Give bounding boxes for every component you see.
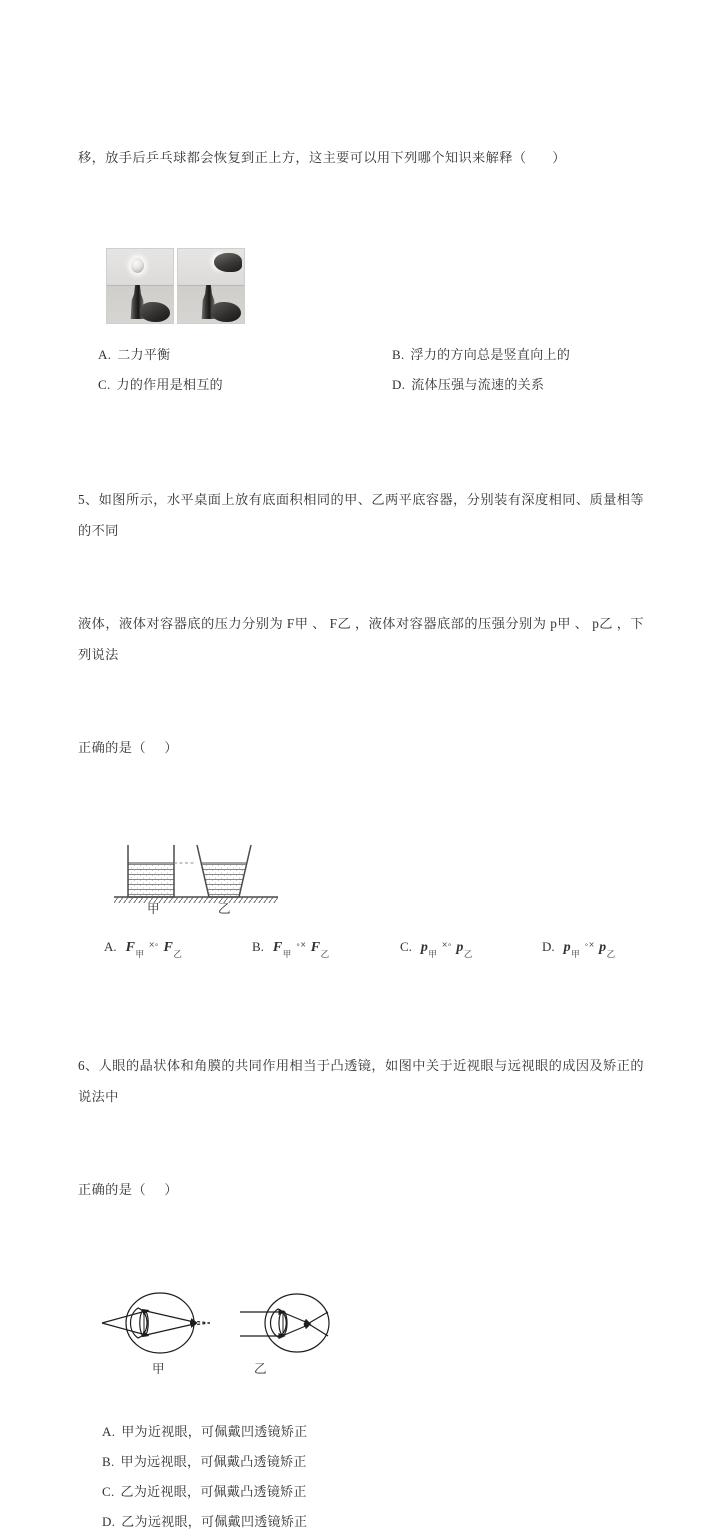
question-6-options — [78, 1417, 644, 1537]
option-b-text: 甲为远视眼，可佩戴凸透镜矫正 — [120, 1453, 307, 1469]
option-a-relation-symbol: ×∘ — [148, 940, 159, 949]
option-d-right-symbol: $p_乙$ — [599, 940, 616, 959]
option-b-left-symbol: $F_甲$ — [272, 940, 292, 959]
eye-label-yi: 乙 — [254, 1361, 267, 1376]
option-c-label: C. — [400, 939, 412, 954]
container-label-jia: 甲 — [147, 902, 160, 916]
hand-icon — [140, 302, 170, 322]
option-a-text: 二力平衡 — [117, 347, 171, 362]
refracted-ray-jia-upper — [146, 1311, 194, 1322]
question-6-option-row-c — [102, 1477, 644, 1507]
ping-pong-ball-icon — [131, 258, 144, 273]
option-d-text: 乙为远视眼，可佩戴凹透镜矫正 — [121, 1513, 308, 1529]
option-a-label: A. — [102, 1423, 116, 1439]
ping-pong-ball-photos — [78, 248, 644, 324]
option-a-label: A. — [104, 939, 117, 954]
question-6-option-c[interactable] — [102, 1477, 307, 1507]
question-4-option-row-1 — [78, 340, 644, 370]
photo-left — [106, 248, 174, 324]
option-a-left-subscript: 甲 — [135, 948, 144, 959]
option-b-right-subscript: 乙 — [320, 948, 330, 959]
question-6-stem-line-2: 正确的是（ ） — [78, 1181, 179, 1197]
refracted-ray-jia-lower — [146, 1324, 194, 1335]
eyeball-jia-outline — [126, 1293, 194, 1353]
option-d-right-subscript: 乙 — [606, 948, 616, 959]
question-4-option-c[interactable] — [78, 370, 392, 400]
page-content — [78, 0, 644, 1537]
question-5-stem-line-1: 5、如图所示，水平桌面上放有底面积相同的甲、乙两平底容器，分别装有深度相同、质量相等的不同 — [78, 492, 644, 538]
eyes-svg — [98, 1281, 348, 1373]
option-d-left-symbol: $p_甲$ — [563, 940, 580, 959]
option-b-right-symbol: $F_乙$ — [310, 940, 330, 959]
option-a-right-subscript: 乙 — [173, 948, 182, 959]
option-d-left-subscript: 甲 — [571, 948, 580, 959]
option-d-label: D. — [542, 939, 555, 954]
option-c-label: C. — [102, 1483, 115, 1499]
table-hatching — [114, 897, 278, 903]
hand-icon — [211, 302, 241, 322]
eyeball-yi-outline — [265, 1294, 329, 1352]
option-c-left-subscript: 甲 — [428, 948, 437, 959]
top-margin — [78, 0, 644, 80]
question-5-stem-line-2: 液体，液体对容器底的压力分别为 F甲 、 F乙 ，液体对容器底部的压强分别为 p甲 、 p乙 ，下列说法 — [78, 616, 644, 662]
wall-seam-line — [178, 285, 244, 286]
option-a-left-symbol: $F_甲$ — [125, 940, 144, 959]
eye-jia — [126, 1293, 194, 1353]
option-c-relation-symbol: ×∘ — [441, 940, 452, 949]
container-jia — [128, 845, 174, 897]
eye-yi — [265, 1294, 329, 1352]
option-b-label: B. — [252, 939, 264, 954]
option-a-label: A. — [98, 347, 112, 362]
container-label-yi: 乙 — [218, 902, 231, 916]
question-6-option-row-b — [102, 1447, 644, 1477]
option-d-label: D. — [392, 377, 406, 392]
option-b-relation-symbol: ∘× — [295, 940, 306, 949]
question-6-stem — [78, 988, 644, 1267]
option-c-right-symbol: $p_乙$ — [456, 940, 473, 959]
question-5-stem — [78, 422, 644, 825]
question-4-option-row-2 — [78, 370, 644, 400]
question-6-stem-line-1: 6、人眼的晶状体和角膜的共同作用相当于凸透镜，如图中关于近视眼与远视眼的成因及矫正的说法中 — [78, 1057, 644, 1104]
question-5-option-d[interactable] — [542, 933, 670, 966]
virtual-focus-line-jia-lower — [192, 1323, 210, 1325]
option-c-left-symbol: $p_甲$ — [420, 940, 437, 959]
option-d-label: D. — [102, 1513, 116, 1529]
question-6-option-row-d — [102, 1507, 644, 1537]
question-5-option-b[interactable] — [252, 933, 400, 966]
option-b-label: B. — [392, 347, 405, 362]
liquid-jia — [128, 863, 174, 897]
question-4-stem-line-1: 移，放手后乒乓球都会恢复到正上方，这主要可以用下列哪个知识来解释（ ） — [78, 150, 566, 165]
question-4-option-a[interactable] — [78, 340, 392, 370]
virtual-focus-line-jia-upper — [192, 1321, 210, 1323]
question-5-option-row — [78, 933, 644, 966]
question-4-option-d[interactable] — [392, 370, 544, 400]
option-b-label: B. — [102, 1453, 115, 1469]
question-6-option-d[interactable] — [102, 1507, 307, 1537]
option-a-right-symbol: $F_乙$ — [163, 940, 182, 959]
question-5-option-a[interactable] — [78, 933, 252, 966]
option-d-relation-symbol: ∘× — [584, 940, 595, 949]
eye-label-jia: 甲 — [152, 1361, 165, 1376]
question-6-option-row-a — [102, 1417, 644, 1447]
two-containers-diagram — [106, 837, 286, 916]
question-4-option-b[interactable] — [392, 340, 570, 370]
option-b-left-subscript: 甲 — [282, 948, 292, 959]
option-c-label: C. — [98, 377, 111, 392]
photo-pair — [106, 248, 644, 324]
option-c-text: 乙为近视眼，可佩戴凸透镜矫正 — [120, 1483, 307, 1499]
question-4-stem — [78, 80, 644, 235]
option-d-text: 流体压强与流速的关系 — [411, 377, 545, 392]
option-c-text: 力的作用是相互的 — [116, 377, 223, 392]
eye-refraction-diagram — [98, 1281, 348, 1391]
question-5-option-c[interactable] — [400, 933, 542, 966]
question-5-stem-line-3: 正确的是（ ） — [78, 740, 179, 755]
option-a-text: 甲为近视眼，可佩戴凹透镜矫正 — [121, 1423, 308, 1439]
container-yi — [197, 845, 251, 897]
question-6-option-a[interactable] — [102, 1417, 307, 1447]
option-b-text: 浮力的方向总是竖直向上的 — [410, 347, 571, 362]
hand-pushing-ball-icon — [214, 253, 242, 272]
diverging-ray-yi-upper — [304, 1312, 328, 1326]
containers-svg — [106, 837, 286, 913]
wall-seam-line — [107, 285, 173, 286]
liquid-yi — [202, 863, 246, 897]
option-c-right-subscript: 乙 — [463, 948, 473, 959]
question-6-option-b[interactable] — [102, 1447, 307, 1477]
photo-right — [177, 248, 245, 324]
